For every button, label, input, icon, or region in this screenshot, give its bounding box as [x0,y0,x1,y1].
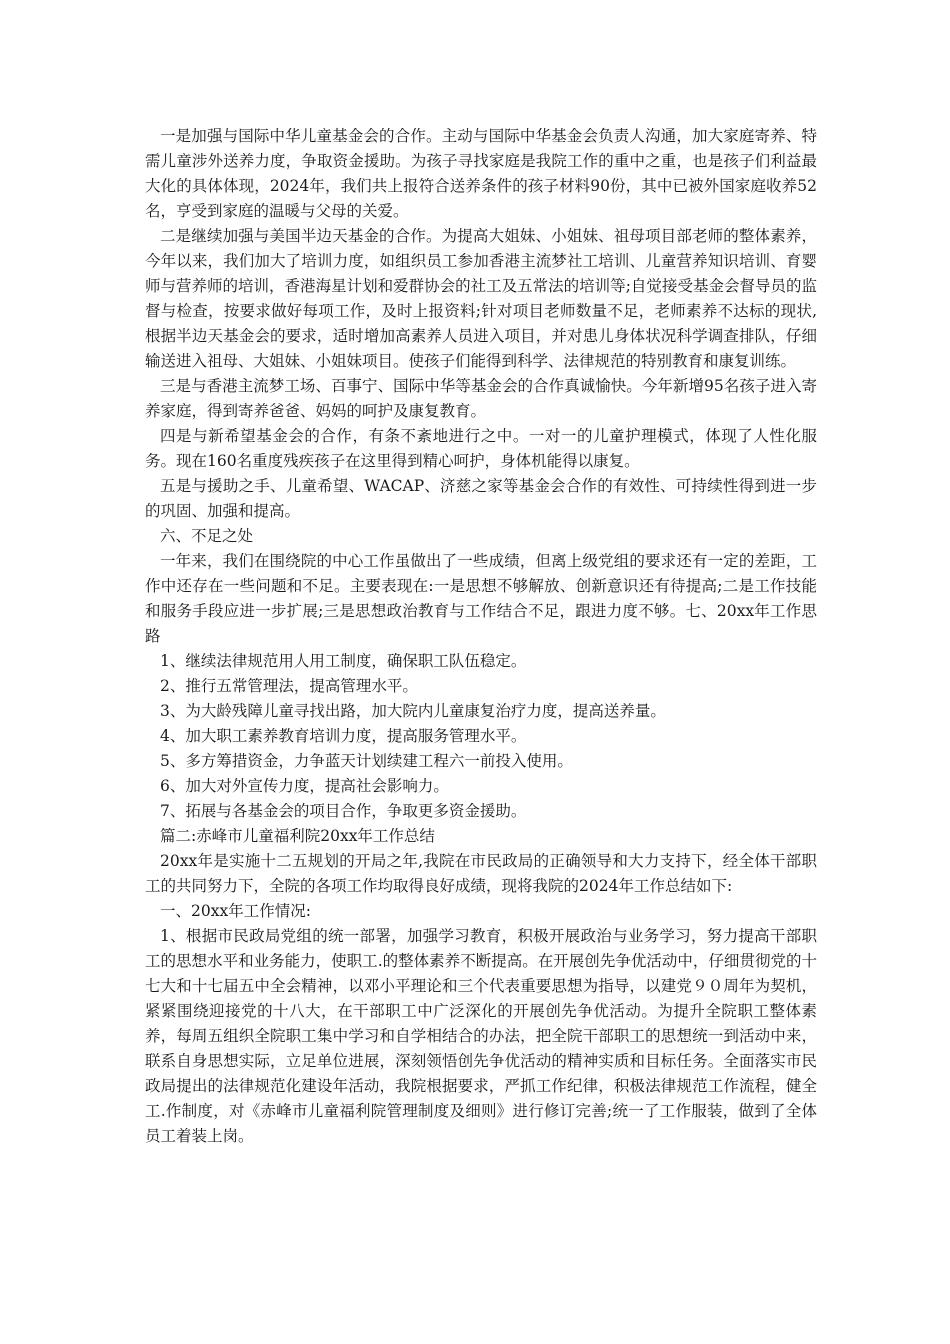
list-item: 1、继续法律规范用人用工制度，确保职工队伍稳定。 [160,652,527,670]
list-item: 6、加大对外宣传力度，提高社会影响力。 [160,777,449,795]
paragraph-cooperation-helping-hands: 五是与援助之手、儿童希望、WACAP、济慈之家等基金会合作的有效性、可持续性得到进一步的巩固、加强和提高。 [145,477,817,520]
list-item: 3、为大龄残障儿童寻找出路，加大院内儿童康复治疗力度，提高送养量。 [160,702,666,720]
list-item: 4、加大职工素养教育培训力度，提高服务管理水平。 [160,727,527,745]
paragraph-party-study: 1、根据市民政局党组的统一部署，加强学习教育，积极开展政治与业务学习，努力提高干部职工的思想水平和业务能力，使职工.的整体素养不断提高。在开展创先争优活动中，仔细贯彻党的十七大和十七届五中全会精神，以邓小平理论和三个代表重要思想为指导，以建党９０周年为契机，紧紧围绕迎接党的十八大，在干部职工中广泛深化的开展创先争优活动。为提升全院职工整体素养，每周五组织全院职工集中学习和自学相结合的办法，把全院干部职工的思想统一到活动中来，联系自身思想实际，立足单位进展，深刻领悟创先争优活动的精神实质和目标任务。全面落实市民政局提出的法律规范化建设年活动，我院根据要求，严抓工作纪律，积极法律规范工作流程，健全工.作制度，对《赤峰市儿童福利院管理制度及细则》进行修订完善;统一了工作服装，做到了全体员工着装上岗。 [145,927,817,1145]
section-heading-work-status: 一、20xx年工作情况: [160,902,311,920]
section-heading-shortcomings: 六、不足之处 [160,527,254,545]
paragraph-cooperation-hk-mainstream: 三是与香港主流梦工场、百事宁、国际中华等基金会的合作真诚愉快。今年新增95名孩子进入寄养家庭，得到寄养爸爸、妈妈的呵护及康复教育。 [145,377,817,420]
paragraph-intro: 20xx年是实施十二五规划的开局之年,我院在市民政局的正确领导和大力支持下，经全体干部职工的共同努力下，全院的各项工作均取得良好成绩，现将我院的2024年工作总结如下: [145,852,817,895]
document-body [145,124,817,1149]
paragraph-cooperation-half-the-sky: 二是继续加强与美国半边天基金的合作。为提高大姐妹、小姐妹、祖母项目部老师的整体素养，今年以来，我们加大了培训力度，如组织员工参加香港主流梦社工培训、儿童营养知识培训、育婴师与营养师的培训，香港海星计划和爱群协会的社工及五常法的培训等;自觉接受基金会督导员的监督与检查，按要求做好每项工作，及时上报资料;针对项目老师数量不足，老师素养不达标的现状,根据半边天基金会的要求，适时增加高素养人员进入项目，并对患儿身体状况科学调查排队，仔细输送进入祖母、大姐妹、小姐妹项目。使孩子们能得到科学、法律规范的特别教育和康复训练。 [145,227,817,370]
paragraph-shortcomings: 一年来，我们在围绕院的中心工作虽做出了一些成绩，但离上级党组的要求还有一定的差距，工作中还存在一些问题和不足。主要表现在:一是思想不够解放、创新意识还有待提高;二是工作技能和服务手段应进一步扩展;三是思想政治教育与工作结合不足，跟进力度不够。七、20xx年工作思路 [145,552,817,645]
list-item: 7、拓展与各基金会的项目合作，争取更多资金援助。 [160,802,527,820]
article-title-part-two: 篇二:赤峰市儿童福利院20xx年工作总结 [160,827,435,845]
list-item: 5、多方筹措资金，力争蓝天计划续建工程六一前投入使用。 [160,752,573,770]
list-item: 2、推行五常管理法，提高管理水平。 [160,677,418,695]
paragraph-cooperation-china-fund: 一是加强与国际中华儿童基金会的合作。主动与国际中华基金会负责人沟通，加大家庭寄养、特需儿童涉外送养力度，争取资金援助。为孩子寻找家庭是我院工作的重中之重，也是孩子们利益最大化的具体体现，2024年，我们共上报符合送养条件的孩子材料90份，其中已被外国家庭收养52名，亨受到家庭的温暖与父母的关爱。 [145,127,817,220]
paragraph-cooperation-new-hope: 四是与新希望基金会的合作，有条不紊地进行之中。一对一的儿童护理模式，体现了人性化服务。现在160名重度残疾孩子在这里得到精心呵护，身体机能得以康复。 [145,427,817,470]
